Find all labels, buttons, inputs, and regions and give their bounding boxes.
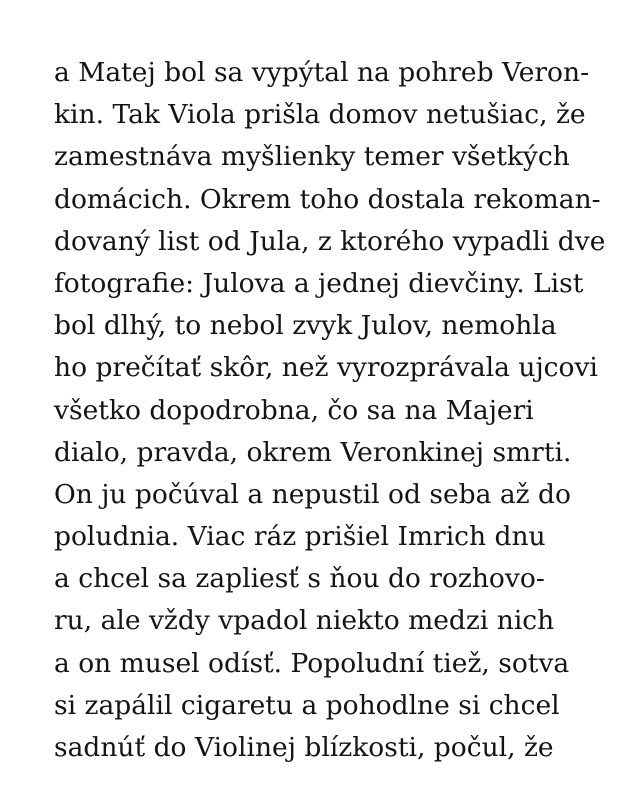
text-line-7: bol dlhý, to nebol zvyk Julov, nemohla xyxy=(54,310,557,342)
text-line-3: zamestnáva myšlienky temer všetkých xyxy=(54,141,570,173)
text-line-4: domácich. Okrem toho dostala rekoman- xyxy=(54,183,601,215)
text-line-17: sadnúť do Violinej blízkosti, počul, že xyxy=(54,732,554,763)
text-line-9: všetko dopodrobna, čo sa na Majeri xyxy=(54,394,534,426)
text-line-2: kin. Tak Viola prišla domov netušiac, že xyxy=(54,99,586,131)
text-line-14: ru, ale vždy vpadol niekto medzi nich xyxy=(54,605,555,637)
text-line-6: fotografie: Julova a jednej dievčiny. List xyxy=(54,267,584,299)
body-text xyxy=(54,52,614,769)
text-line-15: a on musel odísť. Popoludní tiež, sotva xyxy=(54,647,570,679)
text-line-11: On ju počúval a nepustil od seba až do xyxy=(54,478,571,510)
text-line-13: a chcel sa zapliesť s ňou do rozhovo- xyxy=(54,563,545,595)
text-line-16: si zapálil cigaretu a pohodlne si chcel xyxy=(54,689,560,721)
text-line-12: poludnia. Viac ráz prišiel Imrich dnu xyxy=(54,521,546,553)
text-line-1: a Matej bol sa vypýtal na pohreb Veron- xyxy=(54,57,590,88)
text-line-5: dovaný list od Jula, z ktorého vypadli dve xyxy=(54,225,606,257)
text-line-10: dialo, pravda, okrem Veronkinej smrti. xyxy=(54,436,572,468)
text-line-8: ho prečítať skôr, než vyrozprávala ujcovi xyxy=(54,352,598,384)
